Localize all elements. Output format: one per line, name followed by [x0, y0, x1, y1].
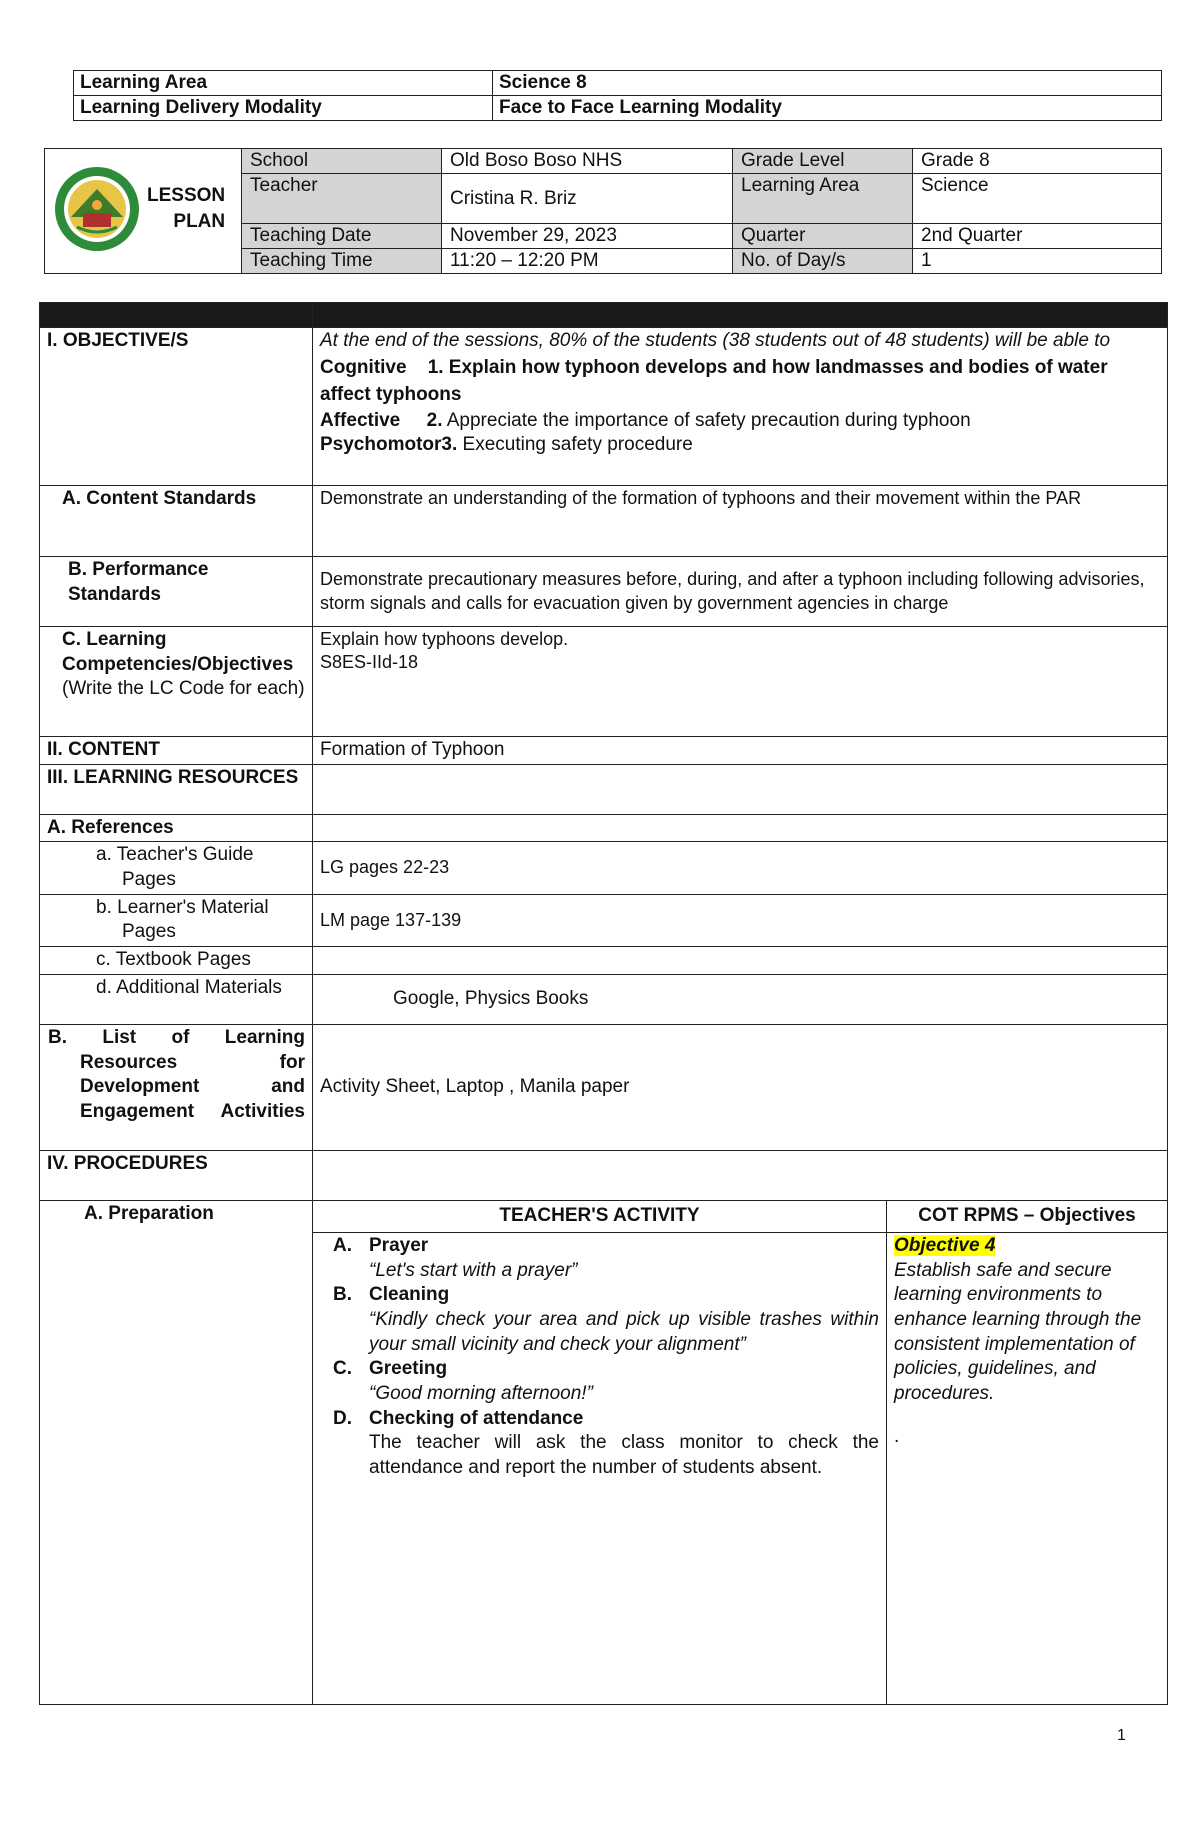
teaching-date-value: November 29, 2023 [442, 224, 733, 249]
resources-list-label: B. List of Learning Resources for Development and Engagement Activities [40, 1024, 313, 1150]
teacher-activities-cell [313, 1232, 887, 1704]
teaching-date-label: Teaching Date [242, 224, 442, 249]
school-seal-logo [53, 165, 141, 253]
learners-material-row [40, 894, 1168, 946]
learners-material-value: LM page 137-139 [313, 894, 1168, 946]
objective-4-highlight: Objective 4 [894, 1234, 996, 1256]
resources-list-value: Activity Sheet, Laptop , Manila paper [313, 1024, 1168, 1150]
learning-area-row [74, 71, 1162, 96]
performance-standards-value: Demonstrate precautionary measures before, during, and after a typhoon including following advisories, storm signals and calls for evacuation given by government agencies in charge [313, 557, 1168, 627]
teacher-label: Teacher [242, 174, 442, 224]
preparation-label: A. Preparation [40, 1200, 313, 1704]
delivery-modality-label: Learning Delivery Modality [74, 96, 493, 121]
references-row [40, 814, 1168, 842]
teaching-time-value: 11:20 – 12:20 PM [442, 249, 733, 274]
objectives-cell [313, 328, 1168, 486]
content-standards-value: Demonstrate an understanding of the formation of typhoons and their movement within the PAR [313, 486, 1168, 557]
performance-standards-label: B. Performance Standards [40, 557, 313, 627]
learning-area-label: Learning Area [74, 71, 493, 96]
teachers-guide-value: LG pages 22-23 [313, 842, 1168, 894]
page-number: 1 [1117, 1727, 1126, 1744]
dark-header-row [40, 303, 1168, 328]
days-value: 1 [913, 249, 1162, 274]
competencies-row [40, 627, 1168, 737]
activity-list [333, 1234, 879, 1481]
learning-area-value: Science 8 [493, 71, 1162, 96]
psychomotor-objective: Psychomotor3. Executing safety procedure [320, 434, 693, 456]
cognitive-objective: Cognitive 1. Explain how typhoon develops and how landmasses and bodies of water affect typhoons [320, 356, 1108, 406]
textbook-label: c. Textbook Pages [40, 947, 313, 975]
quarter-label: Quarter [733, 224, 913, 249]
content-standards-label: A. Content Standards [40, 486, 313, 557]
competencies-value: Explain how typhoons develop. S8ES-IId-18 [313, 627, 1168, 737]
objectives-label: I. OBJECTIVE/S [40, 328, 313, 486]
additional-materials-row [40, 974, 1168, 1024]
teachers-guide-row [40, 842, 1168, 894]
logo-cell [45, 149, 242, 274]
learning-resources-label: III. LEARNING RESOURCES [40, 764, 313, 814]
textbook-value [313, 947, 1168, 975]
textbook-row [40, 947, 1168, 975]
procedures-row [40, 1150, 1168, 1200]
activity-item: B. Cleaning “Kindly check your area and pick up visible trashes within your small vicinity and check your alignment” [333, 1284, 879, 1355]
activity-item: D. Checking of attendance The teacher will ask the class monitor to check the attendance and report the number of students absent. [333, 1407, 879, 1478]
learning-area-label-2: Learning Area [733, 174, 913, 224]
quarter-value: 2nd Quarter [913, 224, 1162, 249]
teaching-time-label: Teaching Time [242, 249, 442, 274]
grade-level-label: Grade Level [733, 149, 913, 174]
resources-list-row [40, 1024, 1168, 1150]
delivery-modality-row [74, 96, 1162, 121]
lesson-plan-table [39, 302, 1168, 1705]
learning-area-value-2: Science [913, 174, 1162, 224]
objectives-intro: At the end of the sessions, 80% of the students (38 students out of 48 students) will be able to [320, 330, 1111, 351]
cot-objective-cell [887, 1232, 1168, 1704]
top-info-table [73, 70, 1162, 121]
lesson-plan-title: LESSON PLAN [147, 185, 226, 232]
additional-materials-label: d. Additional Materials [40, 974, 313, 1024]
content-label: II. CONTENT [40, 737, 313, 765]
activity-item: C. Greeting “Good morning afternoon!” [333, 1358, 593, 1404]
teacher-value: Cristina R. Briz [442, 174, 733, 224]
procedures-label: IV. PROCEDURES [40, 1150, 313, 1200]
preparation-header-row [40, 1200, 1168, 1232]
objective-dot: . [894, 1425, 900, 1447]
school-label: School [242, 149, 442, 174]
competencies-label: C. Learning Competencies/Objectives (Write the LC Code for each) [40, 627, 313, 737]
days-label: No. of Day/s [733, 249, 913, 274]
teachers-guide-label: a. Teacher's Guide Pages [40, 842, 313, 894]
affective-objective: Affective 2. Appreciate the importance of safety precaution during typhoon [320, 409, 971, 431]
school-value: Old Boso Boso NHS [442, 149, 733, 174]
objective-4-text: Establish safe and secure learning environments to enhance learning through the consistent implementation of policies, guidelines, and procedures. [894, 1259, 1142, 1404]
content-standards-row [40, 486, 1168, 557]
cot-objectives-header: COT RPMS – Objectives [887, 1200, 1168, 1232]
content-value: Formation of Typhoon [313, 737, 1168, 765]
grade-level-value: Grade 8 [913, 149, 1162, 174]
learning-resources-row [40, 764, 1168, 814]
additional-materials-value: Google, Physics Books [313, 974, 1168, 1024]
activity-item: A. Prayer “Let's start with a prayer” [333, 1234, 578, 1281]
references-label: A. References [40, 814, 313, 842]
objectives-row [40, 328, 1168, 486]
lesson-header-table [44, 148, 1162, 274]
learners-material-label: b. Learner's Material Pages [40, 894, 313, 946]
delivery-modality-value: Face to Face Learning Modality [493, 96, 1162, 121]
teacher-activity-header: TEACHER'S ACTIVITY [313, 1200, 887, 1232]
performance-standards-row [40, 557, 1168, 627]
content-row [40, 737, 1168, 765]
